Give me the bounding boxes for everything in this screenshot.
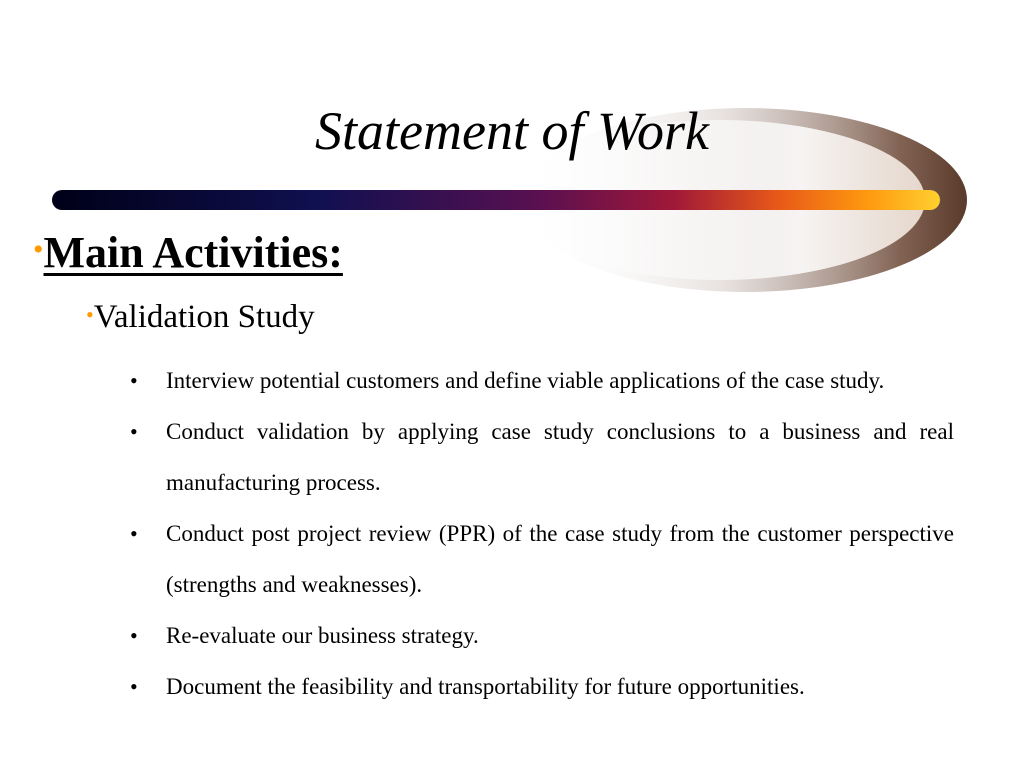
main-activities-heading: Main Activities:: [43, 228, 343, 277]
list-item-text: Re-evaluate our business strategy.: [166, 623, 479, 648]
list-item: [124, 355, 954, 406]
bullet-dot-icon: •: [130, 368, 138, 393]
list-item-text: Document the feasibility and transportability for future opportunities.: [166, 674, 805, 699]
list-item-text: Interview potential customers and define viable applications of the case study.: [166, 368, 885, 393]
list-item: [124, 508, 954, 610]
validation-study-label: Validation Study: [93, 299, 315, 335]
title-underline-bar: [52, 190, 940, 210]
bullet-dot-icon: •: [130, 623, 138, 648]
list-item: [124, 610, 954, 661]
bullet-dot-icon: •: [130, 674, 138, 699]
list-item-text: Conduct post project review (PPR) of the case study from the customer perspective (strengths and weaknesses).: [166, 521, 954, 597]
validation-study-bullet: [86, 293, 315, 339]
activity-list: [124, 355, 954, 712]
main-activities-bullet: [33, 222, 343, 281]
sub-bullet-icon: •: [86, 302, 94, 327]
bullet-dot-icon: •: [130, 521, 138, 546]
list-item: [124, 661, 954, 712]
list-item-text: Conduct validation by applying case study conclusions to a business and real manufacturing process.: [166, 419, 954, 495]
slide-title: Statement of Work: [315, 101, 709, 161]
bullet-icon: •: [33, 233, 44, 266]
bullet-dot-icon: •: [130, 419, 138, 444]
list-item: [124, 406, 954, 508]
